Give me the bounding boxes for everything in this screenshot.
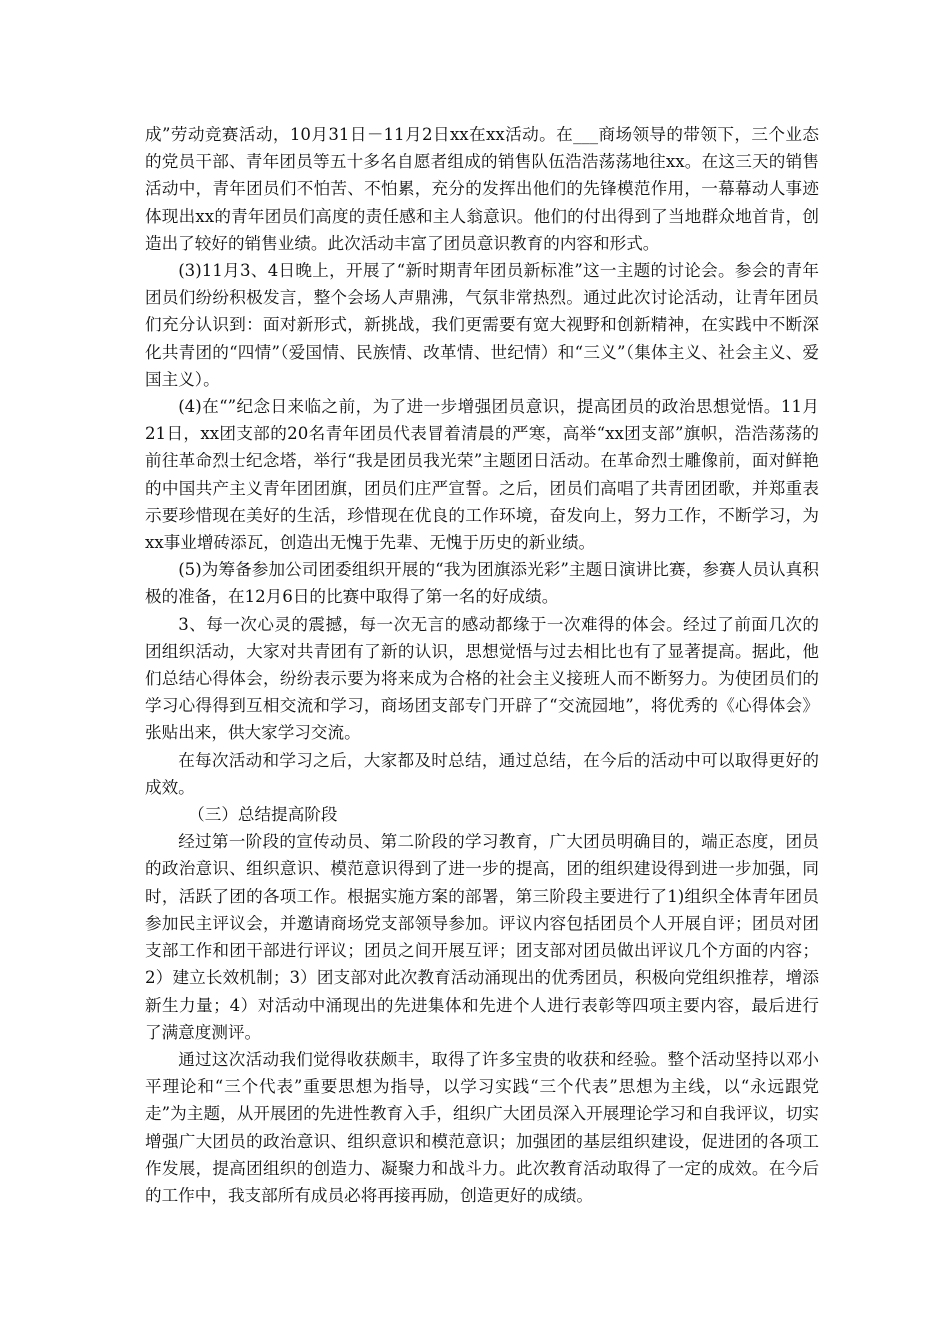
paragraph-memorial-activity: (4)在“”纪念日来临之前，为了进一步增强团员意识，提高团员的政治思想觉悟。11月21日，xx团支部的20名青年团员代表冒着清晨的严寒，高举“xx团支部”旗帜，浩浩荡荡的前往革命烈士纪念塔，举行“我是团员我光荣”主题团日活动。在革命烈士雕像前，面对鲜艳的中国共产主义青年团团旗，团员们庄严宣誓。之后，团员们高唱了共青团团歌，并郑重表示要珍惜现在美好的生活，珍惜现在优良的工作环境，奋发向上，努力工作，不断学习，为xx事业增砖添瓦，创造出无愧于先辈、无愧于历史的新业绩。 [145,397,819,553]
paragraph-summary-after-activities: 在每次活动和学习之后，大家都及时总结，通过总结，在今后的活动中可以取得更好的成效。 [145,750,819,797]
paragraph-speech-contest: (5)为筹备参加公司团委组织开展的“我为团旗添光彩”主题日演讲比赛，参赛人员认真积极的准备，在12月6日的比赛中取得了第一名的好成绩。 [145,560,819,607]
paragraph-conclusion: 通过这次活动我们觉得收获颇丰，取得了许多宝贵的收获和经验。整个活动坚持以邓小平理论和“三个代表”重要思想为指导，以学习实践“三个代表”思想为主线，以“永远跟党走”为主题，从开展团的先进性教育入手，组织广大团员深入开展理论学习和自我评议，切实增强广大团员的政治意识、组织意识和模范意识；加强团的基层组织建设，促进团的各项工作发展，提高团组织的创造力、凝聚力和战斗力。此次教育活动取得了一定的成效。在今后的工作中，我支部所有成员必将再接再励，创造更好的成绩。 [145,1049,819,1205]
paragraph-discussion-meeting: (3)11月3、4日晚上，开展了“新时期青年团员新标准”这一主题的讨论会。参会的青年团员们纷纷积极发言，整个会场人声鼎沸，气氛非常热烈。通过此次讨论活动，让青年团员们充分认识到：面对新形式，新挑战，我们更需要有宽大视野和创新精神，在实践中不断深化共青团的“四情”（爱国情、民族情、改革情、世纪情）和“三义”（集体主义、社会主义、爱国主义）。 [145,261,819,389]
paragraph-experience-sharing: 3、每一次心灵的震撼，每一次无言的感动都缘于一次难得的体会。经过了前面几次的团组织活动，大家对共青团有了新的认识，思想觉悟与过去相比也有了显著提高。据此，他们总结心得体会，纷纷表示要为将来成为合格的社会主义接班人而不断努力。为使团员们的学习心得得到互相交流和学习，商场团支部专门开辟了“交流园地”，将优秀的《心得体会》张贴出来，供大家学习交流。 [145,614,819,743]
document-page [145,121,819,1209]
paragraph-third-stage: 经过第一阶段的宣传动员、第二阶段的学习教育，广大团员明确目的，端正态度，团员的政治意识、组织意识、模范意识得到了进一步的提高，团的组织建设得到进一步加强，同时，活跃了团的各项工作。根据实施方案的部署，第三阶段主要进行了1)组织全体青年团员参加民主评议会，并邀请商场党支部领导参加。评议内容包括团员个人开展自评；团员对团支部工作和团干部进行评议；团员之间开展互评；团支部对团员做出评议几个方面的内容；2）建立长效机制；3）团支部对此次教育活动涌现出的优秀团员，积极向党组织推荐，增添新生力量；4）对活动中涌现出的先进集体和先进个人进行表彰等四项主要内容，最后进行了满意度测评。 [145,832,819,1042]
paragraph-labor-competition: 成”劳动竞赛活动，10月31日－11月2日xx在xx活动。在___商场领导的带领下，三个业态的党员干部、青年团员等五十多名自愿者组成的销售队伍浩浩荡荡地往xx。在这三天的销售活动中，青年团员们不怕苦、不怕累，充分的发挥出他们的先锋模范作用，一幕幕动人事迹体现出xx的青年团员们高度的责任感和主人翁意识。他们的付出得到了当地群众地首肯，创造出了较好的销售业绩。此次活动丰富了团员意识教育的内容和形式。 [145,125,819,253]
section-heading-summary-stage: （三）总结提高阶段 [188,805,338,825]
